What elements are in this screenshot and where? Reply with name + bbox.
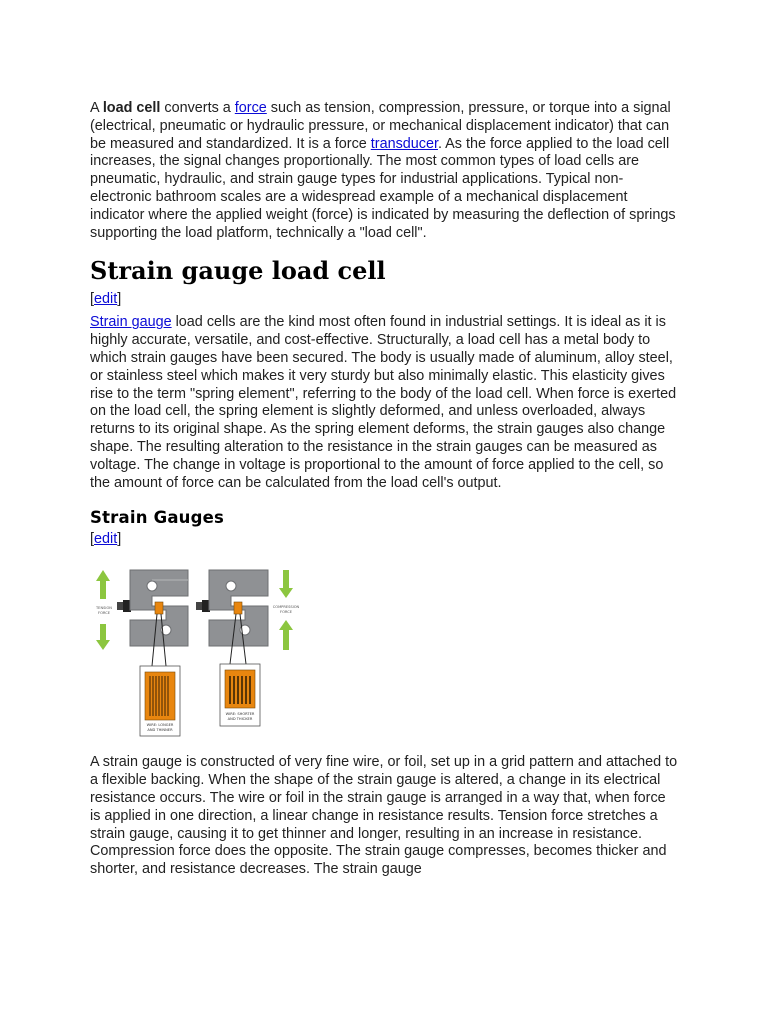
compression-arrow-down xyxy=(279,570,293,598)
strain-gauge-stretched xyxy=(140,666,180,736)
article xyxy=(90,100,680,879)
edit-link[interactable]: edit xyxy=(94,531,118,548)
compression-label-line1: COMPRESSION xyxy=(272,605,300,610)
strain-gauge-compressed xyxy=(220,664,260,726)
tension-label-line2: FORCE xyxy=(98,611,110,616)
bold-term-load-cell: load cell xyxy=(102,100,161,116)
tension-arrow-down xyxy=(96,624,110,650)
intro-paragraph xyxy=(90,100,680,242)
intro-text: . As the force applied to the load cell increases, the signal changes proportionally. The most common types of load cells are pneumatic, hydraulic, and strain gauge types for industrial applications. Typical non-electronic bathroom scales are a widespread example of a mechanical displacement indicator where the applied weight (force) is indicated by measuring the deflection of springs supporting the load platform, technically a "load cell". xyxy=(90,135,676,241)
strain-gauge-diagram xyxy=(90,566,302,738)
tension-arrow-up xyxy=(96,570,110,599)
load-cell-right xyxy=(196,570,268,646)
edit-section-1 xyxy=(90,290,680,308)
bracket-close: ] xyxy=(117,291,122,308)
strain-gauge-link[interactable]: Strain gauge xyxy=(90,314,172,331)
transducer-link[interactable]: transducer xyxy=(370,135,438,152)
bracket-open: [ xyxy=(90,291,94,308)
compression-arrow-up xyxy=(279,620,293,650)
intro-text: such as tension, compression, pressure, or torque into a signal (electrical, pneumatic or hydraulic pressure, or mechanical displacement indicator) that can be measured and standardized. It is a force xyxy=(90,100,671,152)
strain-gauges-paragraph: A strain gauge is constructed of very fine wire, or foil, set up in a grid pattern and attached to a flexible backing. When the shape of the strain gauge is altered, a change in its electrical resistance occurs. The wire or foil in the strain gauge is arranged in a way that, when force is applied in one direction, a linear change in resistance results. Tension force stretches a strain gauge, causing it to get thinner and longer, resulting in an increase in resistance. Compression force does the opposite. The strain gauge compresses, becomes thicker and shorter, and resistance decreases. The strain gauge xyxy=(90,754,678,878)
bracket-close: ] xyxy=(117,531,122,548)
edit-link[interactable]: edit xyxy=(94,291,118,308)
section-heading-strain-gauges: Strain Gauges xyxy=(90,508,225,528)
tension-label-line1: TENSION xyxy=(95,606,113,611)
section1-text: load cells are the kind most often found in industrial settings. It is ideal as it is highly accurate, versatile, and cost-effective. Structurally, a load cell has a metal body to which strain gauges have been secured. The body is usually made of aluminum, alloy steel, or stainless steel which makes it very sturdy but also minimally elastic. This elasticity gives rise to the term "spring element", referring to the body of the load cell. When force is exerted on the load cell, the spring element is slightly deformed, and unless overloaded, always returns to its original shape. As the spring element deforms, the strain gauges also change shape. The resulting alteration to the resistance in the strain gauges can be measured as voltage. The change in voltage is proportional to the amount of force applied to the cell, so the amount of force can be calculated from the load cell's output. xyxy=(90,314,677,491)
force-link[interactable]: force xyxy=(234,100,267,116)
gauge2-caption-line1: WIRE: SHORTER xyxy=(225,712,255,717)
section-heading-strain-gauge-load-cell: Strain gauge load cell xyxy=(90,256,386,286)
load-cell-left xyxy=(117,570,188,646)
strain-gauge-load-cell-paragraph xyxy=(90,314,680,492)
intro-text: A xyxy=(90,100,103,116)
intro-text: converts a xyxy=(160,100,235,116)
gauge2-caption-line2: AND THICKER xyxy=(227,717,253,722)
gauge1-caption-line1: WIRE: LONGER xyxy=(146,723,174,728)
edit-section-2 xyxy=(90,530,680,548)
bracket-open: [ xyxy=(90,531,94,548)
compression-label-line2: FORCE xyxy=(280,610,292,615)
gauge1-caption-line2: AND THINNER xyxy=(147,728,173,733)
load-cell-illustration xyxy=(90,566,302,738)
